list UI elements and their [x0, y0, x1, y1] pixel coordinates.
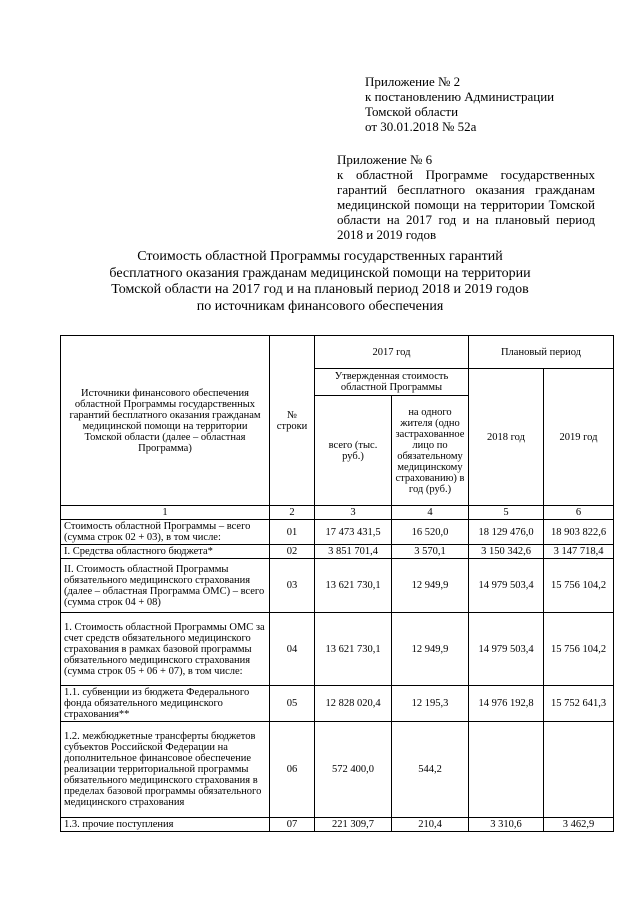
col-number: 3 [315, 506, 392, 520]
row-2019: 15 752 641,3 [544, 686, 614, 722]
row-per-insured: 16 520,0 [392, 520, 469, 545]
row-2018 [469, 722, 544, 818]
row-total: 3 851 701,4 [315, 545, 392, 559]
appendix-6-title: Приложение № 6 [337, 152, 433, 167]
table-row [61, 520, 614, 545]
header-per-insured: на одного жителя (одно застрахованное лицо по обязательному медицинскому страхованию) в год (руб.) [392, 396, 469, 506]
row-number: 01 [270, 520, 315, 545]
row-number: 02 [270, 545, 315, 559]
row-label: 1.2. межбюджетные трансферты бюджетов субъектов Российской Федерации на дополнительное финансовое обеспечение реализации территориальной программы обязательного медицинского страхования в пределах базовой программы обязательного медицинского страхования [61, 722, 270, 818]
appendix-6-block [337, 152, 595, 242]
header-source: Источники финансового обеспечения областной Программы государственных гарантий бесплатного оказания гражданам медицинской помощи на территории Томской области (далее – областная Программа) [61, 336, 270, 506]
header-total: всего (тыс. руб.) [315, 396, 392, 506]
appendix-2-line: к постановлению Администрации [365, 89, 555, 104]
row-label: II. Стоимость областной Программы обязательного медицинского страхования (далее – областная Программа ОМС) – всего (сумма строк 04 + 08) [61, 559, 270, 613]
table-row [61, 722, 614, 818]
table-row [61, 545, 614, 559]
row-per-insured: 12 949,9 [392, 613, 469, 686]
row-2019: 3 147 718,4 [544, 545, 614, 559]
row-per-insured: 544,2 [392, 722, 469, 818]
row-2019: 15 756 104,2 [544, 559, 614, 613]
row-2019: 3 462,9 [544, 818, 614, 832]
row-2018: 18 129 476,0 [469, 520, 544, 545]
col-number: 5 [469, 506, 544, 520]
table-row [61, 559, 614, 613]
row-per-insured: 3 570,1 [392, 545, 469, 559]
row-total: 12 828 020,4 [315, 686, 392, 722]
row-per-insured: 12 195,3 [392, 686, 469, 722]
appendix-6-text: к областной Программе государственных гарантий бесплатного оказания гражданам медицинской помощи на территории Томской области на 2017 год и на плановый период 2018 и 2019 годов [337, 167, 595, 242]
title-line: Стоимость областной Программы государственных гарантий [137, 249, 503, 264]
col-number: 1 [61, 506, 270, 520]
row-2019 [544, 722, 614, 818]
row-label: 1.3. прочие поступления [61, 818, 270, 832]
row-total: 221 309,7 [315, 818, 392, 832]
row-2018: 3 150 342,6 [469, 545, 544, 559]
row-number: 07 [270, 818, 315, 832]
appendix-2-line: Томской области [365, 104, 459, 119]
header-year-2017: 2017 год [315, 336, 469, 369]
row-total: 13 621 730,1 [315, 613, 392, 686]
table-row [61, 818, 614, 832]
row-per-insured: 12 949,9 [392, 559, 469, 613]
table-row [61, 613, 614, 686]
appendix-2-line: Приложение № 2 [365, 74, 461, 89]
header-2018: 2018 год [469, 369, 544, 506]
funding-table [60, 335, 614, 832]
title-line: Томской области на 2017 год и на плановый период 2018 и 2019 годов [111, 282, 529, 297]
header-approved-cost: Утвержденная стоимость областной Программы [315, 369, 469, 396]
document-title [70, 249, 570, 315]
title-line: по источникам финансового обеспечения [196, 298, 444, 314]
appendix-2-line: от 30.01.2018 № 52а [365, 119, 477, 134]
row-total: 572 400,0 [315, 722, 392, 818]
row-2019: 18 903 822,6 [544, 520, 614, 545]
table-row [61, 686, 614, 722]
row-number: 05 [270, 686, 315, 722]
row-label: Стоимость областной Программы – всего (сумма строк 02 + 03), в том числе: [61, 520, 270, 545]
row-per-insured: 210,4 [392, 818, 469, 832]
row-2018: 14 979 503,4 [469, 613, 544, 686]
row-label: 1. Стоимость областной Программы ОМС за счет средств обязательного медицинского страхования в рамках базовой программы обязательного медицинского страхования (сумма строк 05 + 06 + 07), в том числе: [61, 613, 270, 686]
header-planned-period: Плановый период [469, 336, 614, 369]
title-line: бесплатного оказания гражданам медицинской помощи на территории [109, 265, 531, 281]
row-number: 04 [270, 613, 315, 686]
col-number: 6 [544, 506, 614, 520]
row-label: I. Средства областного бюджета* [61, 545, 270, 559]
header-2019: 2019 год [544, 369, 614, 506]
appendix-2-block [365, 74, 605, 134]
row-2018: 14 979 503,4 [469, 559, 544, 613]
row-total: 13 621 730,1 [315, 559, 392, 613]
row-2019: 15 756 104,2 [544, 613, 614, 686]
row-2018: 3 310,6 [469, 818, 544, 832]
row-total: 17 473 431,5 [315, 520, 392, 545]
row-2018: 14 976 192,8 [469, 686, 544, 722]
row-label: 1.1. субвенции из бюджета Федерального фонда обязательного медицинского страхования** [61, 686, 270, 722]
row-number: 06 [270, 722, 315, 818]
row-number: 03 [270, 559, 315, 613]
header-row-no: № строки [270, 336, 315, 506]
col-number: 4 [392, 506, 469, 520]
col-number: 2 [270, 506, 315, 520]
